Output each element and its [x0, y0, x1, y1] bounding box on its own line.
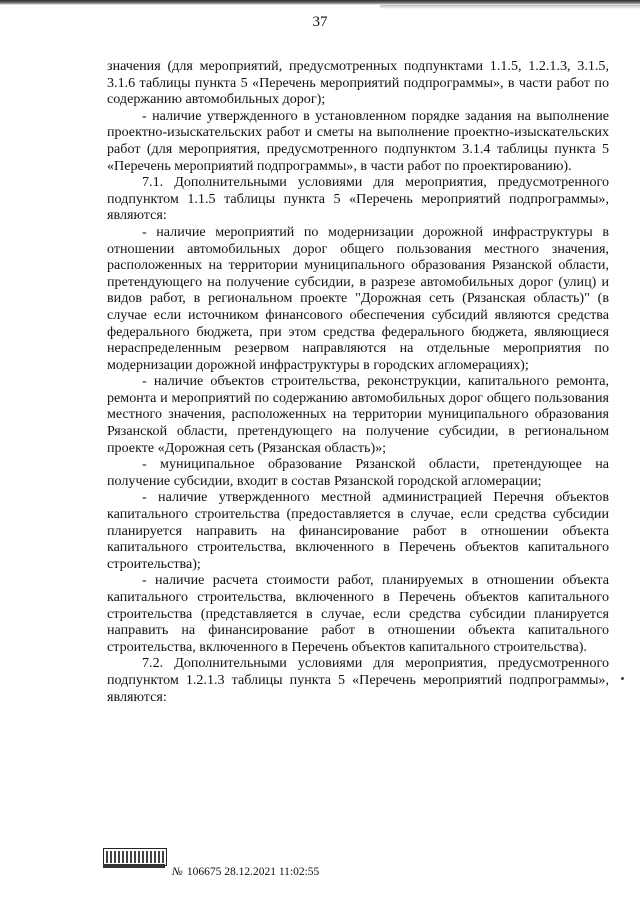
paragraph: значения (для мероприятий, предусмотренных подпунктами 1.1.5, 1.2.1.3, 3.1.5, 3.1.6 таблицы пункта 5 «Перечень мероприятий подпрограммы», в части работ по содержанию автомобильных дорог);: [107, 58, 609, 108]
paragraph: - наличие объектов строительства, реконструкции, капитального ремонта, ремонта и мероприятий по содержанию автомобильных дорог общего пользования местного значения, расположенных на территории муниципального образования Рязанской области, претендующего на получение субсидии, в региональном проекте «Дорожная сеть (Рязанская область)»;: [107, 373, 609, 456]
paragraph-7-1: 7.1. Дополнительными условиями для мероприятия, предусмотренного подпунктом 1.1.5 таблицы пункта 5 «Перечень мероприятий подпрограммы», являются:: [107, 174, 609, 224]
number-sign: №: [172, 866, 183, 878]
paragraph: - наличие мероприятий по модернизации дорожной инфраструктуры в отношении автомобильных дорог общего пользования местного значения, расположенных на территории муниципального образования Рязанской области, претендующего на получение субсидии, в разрезе автомобильных дорог (улиц) и видов работ, в региональном проекте "Дорожная сеть (Рязанская область)" (в случае если источником финансового обеспечения субсидий являются средства федерального бюджета, при этом средства федерального бюджета, являющиеся нераспределенным резервом направляются на отдельные мероприятия по модернизации дорожной инфраструктуры в городских агломерациях);: [107, 223, 609, 373]
registration-footer: [172, 866, 319, 878]
document-body: [107, 58, 609, 705]
page-number: 37: [312, 14, 328, 30]
registration-number-datetime: 106675 28.12.2021 11:02:55: [186, 866, 320, 878]
paragraph: - муниципальное образование Рязанской области, претендующее на получение субсидии, входит в состав Рязанской городской агломерации;: [107, 456, 609, 489]
scan-speck: [621, 677, 624, 680]
paragraph: - наличие утвержденного местной администрацией Перечня объектов капитального строительства (предоставляется в случае, если средства субсидии планируется направить на финансирование работ в отношении объекта капитального строительства, включенного в Перечень объектов капитального строительства);: [107, 489, 609, 572]
paragraph: - наличие утвержденного в установленном порядке задания на выполнение проектно-изыскательских работ и сметы на выполнение проектно-изыскательских работ (для мероприятия, предусмотренного подпунктом 3.1.4 таблицы пункта 5 «Перечень мероприятий подпрограммы», в части работ по проектированию).: [107, 107, 609, 174]
barcode-stamp-pattern: [106, 851, 164, 863]
paragraph-7-2: 7.2. Дополнительными условиями для мероприятия, предусмотренного подпунктом 1.2.1.3 таблицы пункта 5 «Перечень мероприятий подпрограммы», являются:: [107, 655, 609, 705]
scan-top-edge-shadow: [380, 5, 640, 9]
barcode-stamp-base: [103, 864, 165, 868]
paragraph: - наличие расчета стоимости работ, планируемых в отношении объекта капитального строительства, включенного в Перечень объектов капитального строительства (представляется в случае, если средства субсидии планируется направить на финансирование работ в отношении объекта капитального строительства, включенного в Перечень объектов капитального строительства).: [107, 572, 609, 655]
